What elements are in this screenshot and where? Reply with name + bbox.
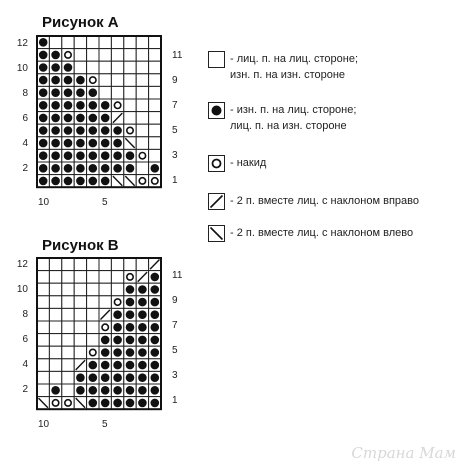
filled-circle-icon	[74, 175, 86, 188]
filled-circle-icon	[111, 346, 123, 359]
empty-cell	[74, 321, 86, 334]
row-number: 1	[172, 395, 178, 406]
empty-cell	[87, 321, 99, 334]
filled-circle-icon	[62, 124, 74, 137]
empty-cell	[111, 49, 123, 62]
legend-text	[230, 225, 413, 241]
empty-cell	[37, 271, 49, 284]
row-number: 4	[22, 359, 28, 370]
slash-left-icon	[124, 175, 136, 188]
slash-right-icon	[99, 308, 111, 321]
filled-circle-icon	[124, 308, 136, 321]
empty-cell	[124, 74, 136, 87]
filled-circle-icon	[37, 49, 49, 62]
empty-cell	[136, 112, 148, 125]
yarn-over-icon	[87, 74, 99, 87]
empty-cell	[99, 86, 111, 99]
empty-cell	[74, 61, 86, 74]
chart-b-grid	[36, 257, 162, 410]
filled-circle-icon	[99, 99, 111, 112]
row-number: 9	[172, 75, 178, 86]
empty-cell	[136, 258, 148, 271]
filled-circle-icon	[87, 397, 99, 410]
filled-circle-icon	[136, 359, 148, 372]
yarn-over-icon	[87, 346, 99, 359]
filled-circle-icon	[49, 99, 61, 112]
yarn-over-icon	[124, 124, 136, 137]
filled-circle-icon	[62, 74, 74, 87]
empty-cell	[124, 86, 136, 99]
filled-circle-icon	[124, 384, 136, 397]
empty-cell	[87, 49, 99, 62]
filled-circle-icon	[37, 61, 49, 74]
filled-circle-icon	[149, 283, 161, 296]
empty-cell	[62, 371, 74, 384]
empty-cell	[74, 346, 86, 359]
filled-circle-icon	[111, 124, 123, 137]
empty-cell	[49, 308, 61, 321]
filled-circle-icon	[49, 384, 61, 397]
row-number: 8	[22, 88, 28, 99]
filled-circle-icon	[99, 397, 111, 410]
filled-circle-icon	[124, 296, 136, 309]
slash-right-icon	[136, 271, 148, 284]
empty-cell	[124, 99, 136, 112]
filled-circle-icon	[111, 359, 123, 372]
filled-circle-icon	[74, 384, 86, 397]
filled-circle-icon	[149, 359, 161, 372]
empty-cell	[99, 258, 111, 271]
legend-line-text: изн. п. на лиц. стороне;	[236, 104, 357, 116]
filled-circle-icon	[37, 36, 49, 49]
slash-left-icon	[111, 175, 123, 188]
row-number: 5	[172, 125, 178, 136]
empty-cell	[87, 283, 99, 296]
filled-circle-icon	[74, 74, 86, 87]
empty-cell	[111, 283, 123, 296]
filled-circle-icon	[111, 371, 123, 384]
empty-cell	[124, 49, 136, 62]
row-number: 5	[172, 345, 178, 356]
empty-cell	[111, 61, 123, 74]
empty-cell	[99, 283, 111, 296]
empty-cell	[111, 86, 123, 99]
filled-circle-icon	[87, 384, 99, 397]
filled-circle-icon	[149, 296, 161, 309]
row-number: 7	[172, 320, 178, 331]
empty-cell	[136, 49, 148, 62]
empty-cell	[62, 321, 74, 334]
empty-cell	[62, 271, 74, 284]
filled-circle-icon	[62, 86, 74, 99]
empty-cell	[37, 384, 49, 397]
filled-circle-icon	[111, 149, 123, 162]
row-number: 12	[16, 38, 28, 49]
empty-cell	[37, 258, 49, 271]
filled-circle-icon	[62, 175, 74, 188]
filled-circle-icon	[124, 283, 136, 296]
row-number: 2	[22, 163, 28, 174]
empty-cell	[62, 384, 74, 397]
empty-cell	[124, 258, 136, 271]
filled-circle-icon	[111, 384, 123, 397]
filled-circle-icon	[87, 175, 99, 188]
filled-circle-icon	[74, 124, 86, 137]
filled-circle-icon	[111, 334, 123, 347]
yarn-over-icon	[62, 49, 74, 62]
legend-line	[230, 118, 356, 134]
filled-circle-icon	[87, 137, 99, 150]
row-number: 3	[172, 370, 178, 381]
yarn-over-icon	[99, 321, 111, 334]
empty-cell	[37, 371, 49, 384]
slash-left-icon	[124, 137, 136, 150]
filled-circle-icon	[136, 308, 148, 321]
legend-text	[230, 51, 358, 83]
filled-circle-icon	[37, 162, 49, 175]
empty-cell	[74, 258, 86, 271]
filled-circle-icon	[136, 371, 148, 384]
filled-circle-icon	[49, 175, 61, 188]
column-number: 10	[38, 419, 50, 430]
filled-circle-icon	[74, 162, 86, 175]
filled-circle-icon	[49, 124, 61, 137]
empty-cell	[62, 258, 74, 271]
legend-line-text: лиц. п. на лиц. стороне;	[236, 53, 359, 65]
empty-cell	[111, 36, 123, 49]
empty-cell	[149, 36, 161, 49]
empty-cell	[87, 271, 99, 284]
legend-line-text: накид	[236, 157, 267, 169]
chart-a-grid	[36, 35, 162, 188]
row-number: 10	[16, 63, 28, 74]
filled-circle-icon	[87, 162, 99, 175]
empty-cell	[87, 258, 99, 271]
row-number: 6	[22, 334, 28, 345]
filled-circle-icon	[136, 334, 148, 347]
slash-right-icon	[74, 359, 86, 372]
filled-circle-icon	[149, 162, 161, 175]
empty-cell	[74, 308, 86, 321]
filled-circle-icon	[149, 308, 161, 321]
empty-cell	[37, 308, 49, 321]
filled-circle-icon	[149, 334, 161, 347]
filled-circle-icon	[136, 346, 148, 359]
empty-cell	[62, 36, 74, 49]
filled-circle-icon	[37, 137, 49, 150]
yarn-over-icon	[136, 175, 148, 188]
slash-left-icon	[74, 397, 86, 410]
legend-line: - накид	[230, 157, 267, 169]
empty-cell	[49, 258, 61, 271]
filled-circle-icon	[149, 397, 161, 410]
chart-b-title: Рисунок В	[42, 237, 119, 254]
yarn-over-icon	[136, 149, 148, 162]
filled-circle-icon	[49, 162, 61, 175]
row-number: 8	[22, 309, 28, 320]
row-number: 6	[22, 113, 28, 124]
empty-cell	[149, 99, 161, 112]
filled-circle-icon	[124, 397, 136, 410]
legend-line: - лиц. п. на лиц. стороне;	[230, 53, 359, 65]
site-watermark: Страна Мам	[351, 444, 456, 462]
filled-circle-icon	[62, 149, 74, 162]
filled-circle-icon	[99, 149, 111, 162]
empty-cell	[149, 74, 161, 87]
empty-cell	[87, 36, 99, 49]
empty-cell	[49, 283, 61, 296]
empty-cell	[37, 334, 49, 347]
filled-circle-icon	[124, 162, 136, 175]
filled-circle-icon	[37, 149, 49, 162]
empty-cell	[49, 346, 61, 359]
filled-circle-icon	[208, 102, 225, 119]
filled-circle-icon	[37, 74, 49, 87]
empty-square-icon	[208, 51, 225, 68]
filled-circle-icon	[149, 321, 161, 334]
row-number: 11	[172, 50, 183, 61]
empty-cell	[62, 346, 74, 359]
filled-circle-icon	[136, 283, 148, 296]
empty-cell	[99, 296, 111, 309]
empty-cell	[149, 61, 161, 74]
legend-text	[230, 193, 419, 209]
legend-text	[230, 102, 356, 134]
slash-right-icon	[149, 258, 161, 271]
filled-circle-icon	[99, 359, 111, 372]
filled-circle-icon	[37, 86, 49, 99]
filled-circle-icon	[111, 397, 123, 410]
filled-circle-icon	[87, 99, 99, 112]
filled-circle-icon	[62, 112, 74, 125]
empty-cell	[99, 36, 111, 49]
filled-circle-icon	[99, 162, 111, 175]
empty-cell	[87, 308, 99, 321]
filled-circle-icon	[124, 149, 136, 162]
empty-cell	[62, 308, 74, 321]
empty-cell	[149, 86, 161, 99]
filled-circle-icon	[49, 74, 61, 87]
filled-circle-icon	[149, 346, 161, 359]
filled-circle-icon	[149, 271, 161, 284]
empty-cell	[49, 296, 61, 309]
yarn-over-icon	[62, 397, 74, 410]
empty-cell	[149, 149, 161, 162]
empty-cell	[149, 124, 161, 137]
empty-cell	[62, 283, 74, 296]
yarn-over-icon	[149, 175, 161, 188]
filled-circle-icon	[87, 149, 99, 162]
empty-cell	[111, 258, 123, 271]
empty-cell	[124, 61, 136, 74]
filled-circle-icon	[99, 346, 111, 359]
filled-circle-icon	[37, 112, 49, 125]
column-number: 5	[102, 419, 108, 430]
empty-cell	[62, 359, 74, 372]
empty-cell	[149, 49, 161, 62]
legend-line: - 2 п. вместе лиц. с наклоном вправо	[230, 195, 419, 207]
legend-line-text: лиц. п. на изн. стороне	[230, 120, 347, 132]
filled-circle-icon	[87, 112, 99, 125]
filled-circle-icon	[87, 86, 99, 99]
empty-cell	[136, 137, 148, 150]
yarn-over-icon	[111, 296, 123, 309]
empty-cell	[136, 162, 148, 175]
empty-cell	[74, 296, 86, 309]
filled-circle-icon	[37, 99, 49, 112]
yarn-over-icon	[111, 99, 123, 112]
filled-circle-icon	[136, 321, 148, 334]
filled-circle-icon	[124, 371, 136, 384]
empty-cell	[136, 124, 148, 137]
filled-circle-icon	[99, 137, 111, 150]
filled-circle-icon	[136, 397, 148, 410]
row-number: 2	[22, 384, 28, 395]
empty-cell	[99, 271, 111, 284]
empty-cell	[74, 49, 86, 62]
empty-cell	[49, 371, 61, 384]
empty-cell	[74, 271, 86, 284]
legend-line-text: 2 п. вместе лиц. с наклоном вправо	[236, 195, 419, 207]
filled-circle-icon	[136, 296, 148, 309]
empty-cell	[49, 359, 61, 372]
empty-cell	[62, 296, 74, 309]
empty-cell	[87, 61, 99, 74]
legend-line	[230, 67, 358, 83]
empty-cell	[111, 271, 123, 284]
empty-cell	[136, 74, 148, 87]
empty-cell	[74, 36, 86, 49]
filled-circle-icon	[74, 371, 86, 384]
legend-text	[230, 155, 266, 171]
filled-circle-icon	[149, 371, 161, 384]
empty-cell	[99, 61, 111, 74]
empty-cell	[37, 283, 49, 296]
filled-circle-icon	[136, 384, 148, 397]
slash-right-icon	[208, 193, 225, 210]
empty-cell	[37, 296, 49, 309]
empty-cell	[87, 334, 99, 347]
filled-circle-icon	[74, 112, 86, 125]
empty-cell	[99, 49, 111, 62]
filled-circle-icon	[124, 334, 136, 347]
empty-cell	[49, 334, 61, 347]
filled-circle-icon	[87, 371, 99, 384]
filled-circle-icon	[111, 162, 123, 175]
yarn-over-icon	[124, 271, 136, 284]
empty-cell	[99, 74, 111, 87]
filled-circle-icon	[99, 334, 111, 347]
filled-circle-icon	[74, 86, 86, 99]
slash-left-icon	[208, 225, 225, 242]
filled-circle-icon	[149, 384, 161, 397]
row-number: 10	[16, 284, 28, 295]
column-number: 5	[102, 197, 108, 208]
filled-circle-icon	[99, 124, 111, 137]
empty-cell	[149, 112, 161, 125]
empty-cell	[87, 296, 99, 309]
empty-cell	[37, 359, 49, 372]
legend-line-text: изн. п. на изн. стороне	[230, 69, 346, 81]
empty-cell	[149, 137, 161, 150]
legend-line: - изн. п. на лиц. стороне;	[230, 104, 357, 116]
filled-circle-icon	[99, 175, 111, 188]
yarn-over-icon	[208, 155, 225, 172]
filled-circle-icon	[99, 384, 111, 397]
filled-circle-icon	[49, 86, 61, 99]
row-number: 3	[172, 150, 178, 161]
filled-circle-icon	[49, 49, 61, 62]
filled-circle-icon	[49, 149, 61, 162]
empty-cell	[111, 74, 123, 87]
row-number: 12	[16, 259, 28, 270]
filled-circle-icon	[74, 149, 86, 162]
filled-circle-icon	[74, 137, 86, 150]
empty-cell	[124, 36, 136, 49]
empty-cell	[49, 36, 61, 49]
filled-circle-icon	[124, 359, 136, 372]
filled-circle-icon	[62, 61, 74, 74]
empty-cell	[62, 334, 74, 347]
row-number: 1	[172, 175, 178, 186]
empty-cell	[136, 61, 148, 74]
filled-circle-icon	[74, 99, 86, 112]
filled-circle-icon	[99, 112, 111, 125]
filled-circle-icon	[49, 61, 61, 74]
empty-cell	[37, 346, 49, 359]
empty-cell	[49, 271, 61, 284]
filled-circle-icon	[124, 346, 136, 359]
filled-circle-icon	[62, 162, 74, 175]
filled-circle-icon	[37, 124, 49, 137]
filled-circle-icon	[49, 112, 61, 125]
empty-cell	[136, 86, 148, 99]
empty-cell	[37, 321, 49, 334]
slash-left-icon	[37, 397, 49, 410]
empty-cell	[74, 334, 86, 347]
filled-circle-icon	[62, 99, 74, 112]
filled-circle-icon	[62, 137, 74, 150]
filled-circle-icon	[111, 308, 123, 321]
legend-line: - 2 п. вместе лиц. с наклоном влево	[230, 227, 414, 239]
column-number: 10	[38, 197, 50, 208]
row-number: 11	[172, 270, 183, 281]
filled-circle-icon	[111, 137, 123, 150]
yarn-over-icon	[49, 397, 61, 410]
empty-cell	[136, 99, 148, 112]
chart-a-title: Рисунок А	[42, 14, 119, 31]
filled-circle-icon	[87, 359, 99, 372]
empty-cell	[74, 283, 86, 296]
empty-cell	[136, 36, 148, 49]
empty-cell	[124, 112, 136, 125]
filled-circle-icon	[99, 371, 111, 384]
filled-circle-icon	[124, 321, 136, 334]
filled-circle-icon	[87, 124, 99, 137]
filled-circle-icon	[37, 175, 49, 188]
empty-cell	[49, 321, 61, 334]
row-number: 7	[172, 100, 178, 111]
slash-right-icon	[111, 112, 123, 125]
filled-circle-icon	[111, 321, 123, 334]
filled-circle-icon	[49, 137, 61, 150]
legend-line-text: 2 п. вместе лиц. с наклоном влево	[236, 227, 414, 239]
row-number: 9	[172, 295, 178, 306]
row-number: 4	[22, 138, 28, 149]
